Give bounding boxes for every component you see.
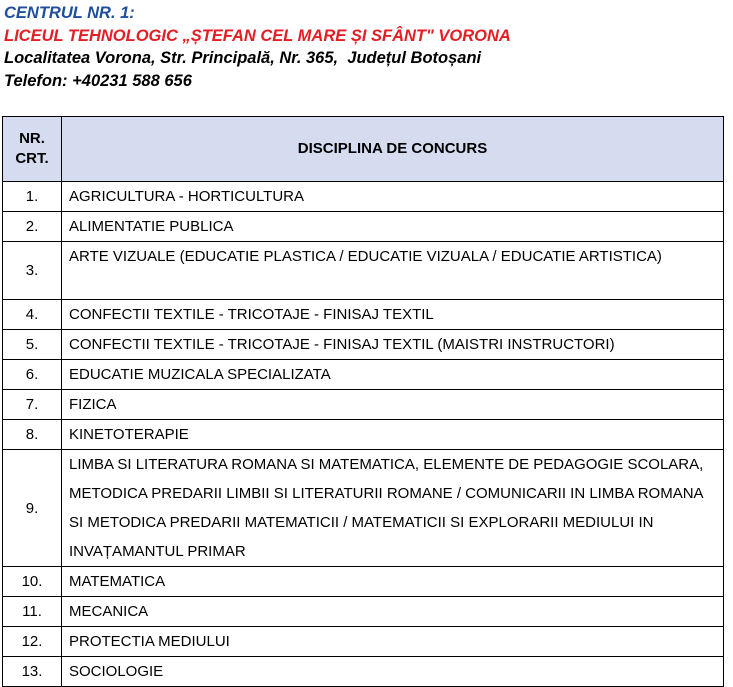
school-name: LICEUL TEHNOLOGIC „ȘTEFAN CEL MARE ȘI SFÂNT" VORONA — [4, 26, 511, 45]
row-number: 11. — [3, 597, 62, 627]
row-discipline: CONFECTII TEXTILE - TRICOTAJE - FINISAJ TEXTIL — [62, 300, 724, 330]
row-number: 2. — [3, 212, 62, 242]
row-discipline: KINETOTERAPIE — [62, 420, 724, 450]
row-discipline: AGRICULTURA - HORTICULTURA — [62, 182, 724, 212]
table-row — [3, 212, 724, 242]
disciplines-table — [2, 116, 724, 687]
row-number: 1. — [3, 182, 62, 212]
row-number: 6. — [3, 360, 62, 390]
row-number: 5. — [3, 330, 62, 360]
table-row — [3, 390, 724, 420]
table-row — [3, 597, 724, 627]
column-header-nr-line1: NR. — [19, 130, 45, 147]
row-number: 8. — [3, 420, 62, 450]
row-discipline: EDUCATIE MUZICALA SPECIALIZATA — [62, 360, 724, 390]
school-address: Localitatea Vorona, Str. Principală, Nr. 365, Județul Botoșani — [4, 49, 482, 67]
exam-center-header — [4, 2, 511, 92]
table-header-row — [3, 117, 724, 182]
row-discipline: SOCIOLOGIE — [62, 657, 724, 687]
column-header-nr-crt — [3, 117, 62, 182]
row-number: 4. — [3, 300, 62, 330]
row-discipline: FIZICA — [62, 390, 724, 420]
row-discipline: CONFECTII TEXTILE - TRICOTAJE - FINISAJ TEXTIL (MAISTRI INSTRUCTORI) — [62, 330, 724, 360]
row-number: 13. — [3, 657, 62, 687]
table-row — [3, 567, 724, 597]
row-number: 7. — [3, 390, 62, 420]
row-number: 12. — [3, 627, 62, 657]
table-row — [3, 182, 724, 212]
column-header-disciplina: DISCIPLINA DE CONCURS — [62, 117, 724, 182]
column-header-nr-line2: CRT. — [15, 150, 49, 167]
table-row — [3, 242, 724, 300]
table-row — [3, 450, 724, 567]
row-discipline: ARTE VIZUALE (EDUCATIE PLASTICA / EDUCATIE VIZUALA / EDUCATIE ARTISTICA) — [62, 242, 724, 300]
row-discipline: MECANICA — [62, 597, 724, 627]
row-number: 9. — [3, 450, 62, 567]
row-discipline: ALIMENTATIE PUBLICA — [62, 212, 724, 242]
table-row — [3, 420, 724, 450]
table-row — [3, 360, 724, 390]
table-row — [3, 657, 724, 687]
row-discipline: LIMBA SI LITERATURA ROMANA SI MATEMATICA, ELEMENTE DE PEDAGOGIE SCOLARA, METODICA PREDARII LIMBII SI LITERATURII ROMANE / COMUNICARII IN LIMBA ROMANA SI METODICA PREDARII MATEMATICII / MATEMATICII SI EXPLORARII MEDIULUI IN INVAȚAMANTUL PRIMAR — [62, 450, 724, 567]
table-row — [3, 330, 724, 360]
center-number-title: CENTRUL NR. 1: — [4, 4, 135, 22]
row-number: 3. — [3, 242, 62, 300]
table-row — [3, 627, 724, 657]
school-phone: Telefon: +40231 588 656 — [4, 71, 192, 90]
row-discipline: PROTECTIA MEDIULUI — [62, 627, 724, 657]
row-number: 10. — [3, 567, 62, 597]
row-discipline: MATEMATICA — [62, 567, 724, 597]
table-row — [3, 300, 724, 330]
